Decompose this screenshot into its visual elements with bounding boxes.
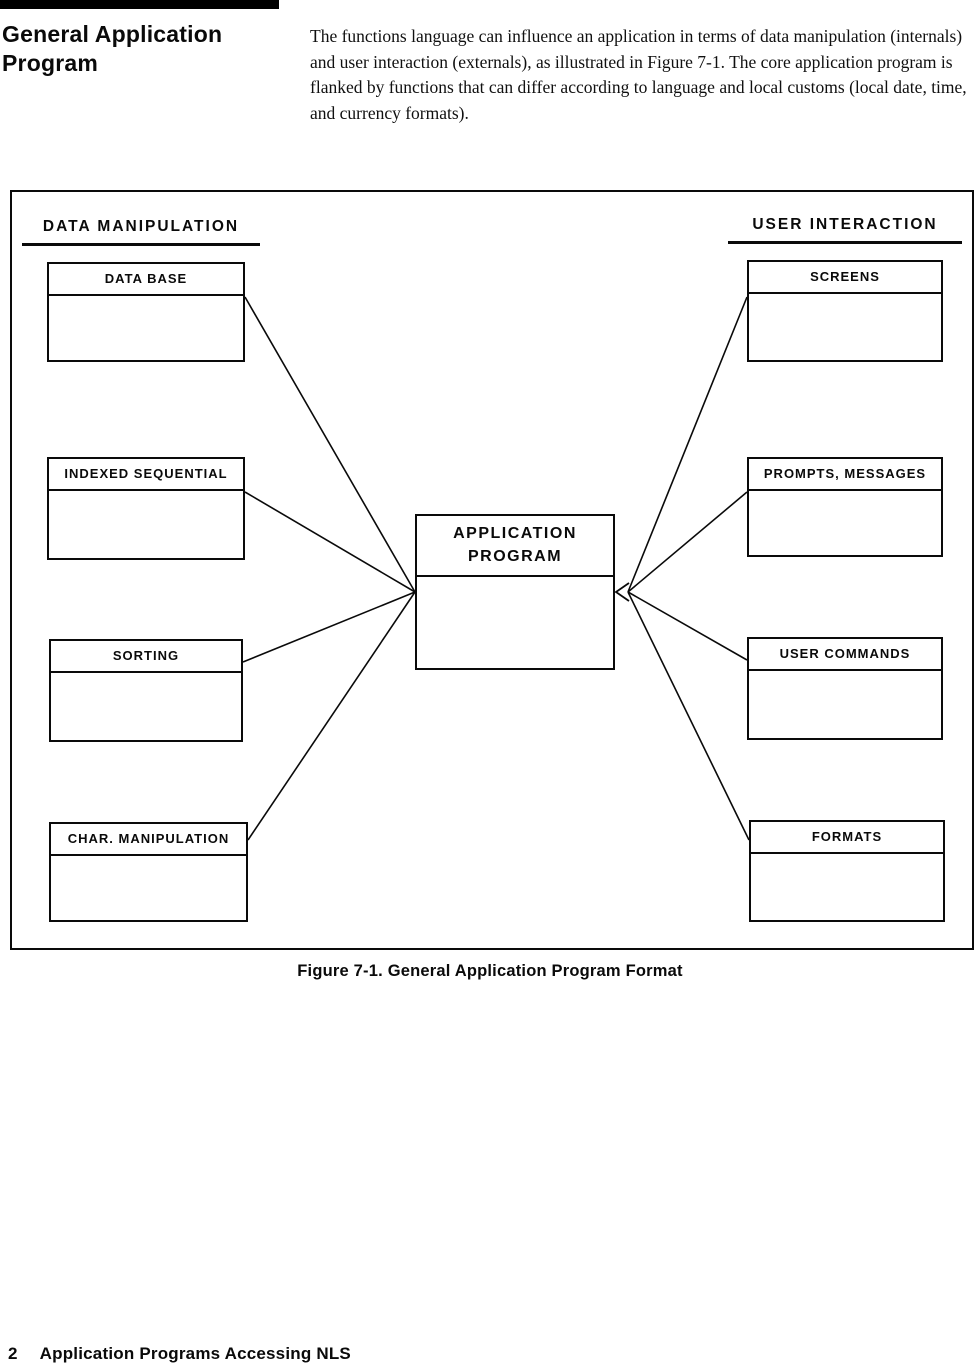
diagram-box-screens [747, 260, 943, 362]
diagram-box-data-base [47, 262, 245, 362]
diagram-box-prompts-messages [747, 457, 943, 557]
figure-caption: Figure 7-1. General Application Program Format [297, 962, 683, 980]
section-title-data-manipulation: DATA MANIPULATION [22, 218, 260, 246]
diagram-box-application-program-label [417, 516, 613, 577]
diagram-box-screens-label: SCREENS [749, 262, 941, 294]
diagram-box-prompts-messages-label: PROMPTS, MESSAGES [749, 459, 941, 491]
diagram-box-char-manipulation [49, 822, 248, 922]
diagram-box-sorting-label: SORTING [51, 641, 241, 673]
diagram-box-user-commands [747, 637, 943, 740]
diagram-box-data-base-label: DATA BASE [49, 264, 243, 296]
diagram-box-indexed-sequential [47, 457, 245, 560]
diagram-box-formats-label: FORMATS [751, 822, 943, 854]
page-footer [8, 1344, 351, 1364]
figure-7-1 [10, 190, 974, 950]
diagram-box-char-manipulation-label: CHAR. MANIPULATION [51, 824, 246, 856]
application-program-line2: PROGRAM [467, 548, 563, 566]
footer-text: Application Programs Accessing NLS [39, 1344, 351, 1363]
diagram-box-indexed-sequential-label: INDEXED SEQUENTIAL [49, 459, 243, 491]
page-title: General Application Program [2, 21, 223, 77]
body-paragraph: The functions language can influence an application in terms of data manipulation (internals) and user interaction (externals), as illustrated in Figure 7-1. The core application program is flanked by functions that can differ according to language and local customs (local date, time, and currency formats). [310, 26, 967, 124]
top-rule-bar [0, 0, 279, 9]
footer-page-number: 2 [8, 1344, 18, 1363]
diagram-box-formats [749, 820, 945, 922]
diagram-box-user-commands-label: USER COMMANDS [749, 639, 941, 671]
application-program-line1: APPLICATION [453, 525, 577, 542]
diagram-box-sorting [49, 639, 243, 742]
section-title-user-interaction: USER INTERACTION [728, 216, 962, 244]
diagram-box-application-program [415, 514, 615, 670]
